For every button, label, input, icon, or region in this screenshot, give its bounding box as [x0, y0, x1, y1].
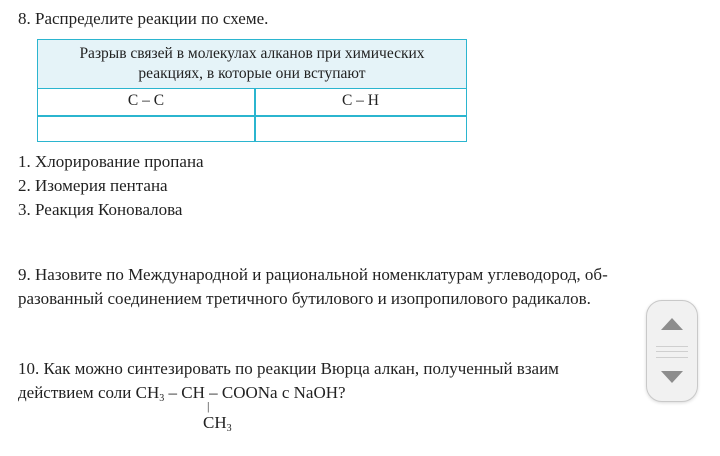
scroll-down-button[interactable]	[647, 351, 697, 401]
list-item: 1. Хлорирование пропана	[18, 152, 204, 171]
task10-line2	[18, 383, 346, 406]
branch-bond: |	[207, 399, 210, 413]
table-header-line2: реакциях, в которые они вступают	[138, 65, 366, 82]
task9-line1: 9. Назовите по Международной и рациональной номенклатурам углеводород, об-	[18, 265, 608, 284]
task10-prefix: действием соли	[18, 383, 136, 402]
task9-line2: разованный соединением третичного бутилового и изопропилового радикалов.	[18, 289, 591, 308]
triangle-up-icon	[661, 318, 683, 330]
task10-line1: 10. Как можно синтезировать по реакции Вюрца алкан, полученный взаим	[18, 359, 559, 378]
list-item: 2. Изомерия пентана	[18, 176, 168, 195]
bond: –	[204, 383, 222, 402]
answer-cell-cc	[38, 117, 254, 141]
reaction-table	[37, 39, 467, 142]
formula-coona: COONa	[221, 383, 278, 402]
column-cc: С – С	[127, 92, 165, 109]
column-ch: С – Н	[341, 92, 380, 109]
task8-title: 8. Распределите реакции по схеме.	[18, 9, 269, 28]
list-item: 3. Реакция Коновалова	[18, 200, 183, 219]
page-scroll-control	[646, 300, 698, 402]
triangle-down-icon	[661, 371, 683, 383]
bond: –	[164, 383, 182, 402]
task10-suffix: с NaOH?	[277, 383, 346, 402]
formula-branch-ch3: CH3	[203, 413, 232, 434]
scroll-up-button[interactable]	[647, 301, 697, 351]
formula-ch: CH	[181, 383, 205, 402]
formula-ch3: CH3	[135, 383, 165, 404]
table-header-line1: Разрыв связей в молекулах алканов при химических	[79, 45, 425, 62]
answer-cell-ch	[255, 117, 466, 141]
table-header	[38, 40, 466, 89]
